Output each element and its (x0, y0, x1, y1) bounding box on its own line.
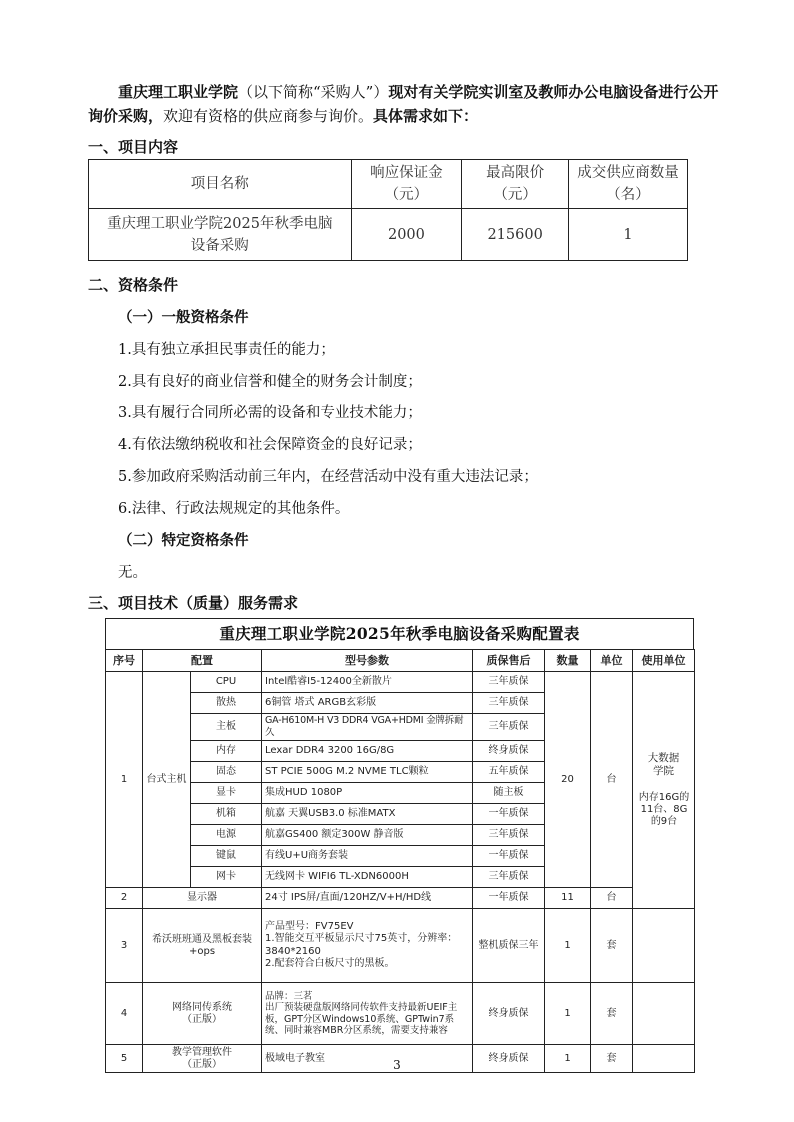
part-name: 机箱 (191, 804, 262, 825)
intro-bold-b: 现对有关学院实训室及教师办公电脑设备进行公开询价采购， (88, 83, 719, 125)
row-warranty: 终身质保 (473, 983, 545, 1045)
project-header-deposit (351, 160, 462, 209)
part-name: 键鼠 (191, 846, 262, 867)
row-warranty: 一年质保 (473, 888, 545, 909)
part-warranty: 一年质保 (473, 846, 545, 867)
part-spec: 航嘉 天翼USB3.0 标准MATX (262, 804, 473, 825)
part-name: 固态 (191, 762, 262, 783)
qualification-item-2: 2.具有良好的商业信誉和健全的财务会计制度； (118, 374, 422, 390)
table-row (106, 888, 695, 909)
part-name: 显卡 (191, 783, 262, 804)
project-supplier-count-cell: 1 (568, 209, 687, 261)
part-warranty: 三年质保 (473, 825, 545, 846)
row-unit: 台 (591, 888, 633, 909)
row-spec: 产品型号：FV75EV 1.智能交互平板显示尺寸75英寸，分辨率：3840*2160 2.配套符合白板尺寸的黑板。 (262, 909, 473, 983)
part-spec: 航嘉GS400 额定300W 静音版 (262, 825, 473, 846)
section2-heading: 二、资格条件 (88, 276, 179, 294)
row-no: 2 (106, 888, 143, 909)
row-qty: 1 (545, 1045, 591, 1073)
row-spec: 24寸 IPS屏/直面/120HZ/V+H/HD线 (262, 888, 473, 909)
row-unit: 套 (591, 983, 633, 1045)
part-name: 内存 (191, 741, 262, 762)
row-name: 显示器 (143, 888, 262, 909)
part-name: 电源 (191, 825, 262, 846)
part-name: 网卡 (191, 867, 262, 888)
project-max-price-cell: 215600 (462, 209, 569, 261)
part-spec: Intel酷睿I5-12400全新散片 (262, 672, 473, 693)
part-warranty: 三年质保 (473, 672, 545, 693)
header-config: 配置 (143, 650, 262, 672)
section3-heading: 三、项目技术（质量）服务需求 (88, 594, 299, 612)
project-deposit-cell: 2000 (351, 209, 462, 261)
header-spec: 型号参数 (262, 650, 473, 672)
intro-bold-c: 具体需求如下： (373, 107, 479, 125)
section1-heading: 一、项目内容 (88, 138, 179, 156)
row-user-unit-empty (633, 983, 695, 1045)
header-warranty: 质保售后 (473, 650, 545, 672)
host-no: 1 (106, 672, 143, 888)
part-name: 散热 (191, 693, 262, 714)
row-warranty: 整机质保三年 (473, 909, 545, 983)
intro-normal-a: （以下简称“采购人”） (238, 83, 389, 101)
project-header-supplier-count (568, 160, 687, 209)
user-unit-cell (633, 672, 695, 909)
part-spec: 集成HUD 1080P (262, 783, 473, 804)
config-table-wrapper (105, 618, 694, 1073)
header-unit: 单位 (591, 650, 633, 672)
part-warranty: 一年质保 (473, 804, 545, 825)
row-name-text: 希沃班班通及黑板套装+ops (152, 933, 252, 957)
user-unit-note: 内存16G的11台、8G的9台 (638, 792, 690, 827)
row-spec: 品牌：三茗 出厂预装硬盘版网络同传软件支持最新UEIF主板，GPT分区Windows10系统、GPTwin7系统、同时兼容MBR分区系统，需要支持兼容 (262, 983, 473, 1045)
row-qty: 11 (545, 888, 591, 909)
part-warranty: 随主板 (473, 783, 545, 804)
project-header-max-price-text: 最高限价（元） (486, 165, 545, 203)
general-qualification-heading: （一）一般资格条件 (118, 310, 249, 326)
part-warranty: 三年质保 (473, 714, 545, 741)
table-row (106, 983, 695, 1045)
qualification-item-4: 4.有依法缴纳税收和社会保障资金的良好记录； (118, 437, 422, 453)
part-name: 主板 (191, 714, 262, 741)
row-no: 4 (106, 983, 143, 1045)
row-qty: 1 (545, 983, 591, 1045)
project-name-cell (89, 209, 352, 261)
part-spec: 无线网卡 WIFI6 TL-XDN6000H (262, 867, 473, 888)
row-name: 教学管理软件 （正版） (143, 1045, 262, 1073)
header-no: 序号 (106, 650, 143, 672)
part-spec: 有线U+U商务套装 (262, 846, 473, 867)
row-unit: 套 (591, 1045, 633, 1073)
special-qualification-heading: （二）特定资格条件 (118, 533, 249, 549)
project-header-supplier-count-text: 成交供应商数量（名） (577, 165, 679, 203)
part-warranty: 终身质保 (473, 741, 545, 762)
host-qty: 20 (545, 672, 591, 888)
project-header-name: 项目名称 (89, 160, 352, 209)
row-name (143, 909, 262, 983)
project-header-deposit-text: 响应保证金（元） (370, 165, 443, 203)
part-warranty: 三年质保 (473, 867, 545, 888)
intro-bold-a: 重庆理工职业学院 (118, 83, 239, 101)
part-name: CPU (191, 672, 262, 693)
config-table (105, 649, 695, 1073)
project-name-text: 重庆理工职业学院2025年秋季电脑设备采购 (107, 215, 333, 254)
row-qty: 1 (545, 909, 591, 983)
user-unit-name: 大数据学院 (647, 752, 680, 777)
row-name: 网络同传系统 （正版） (143, 983, 262, 1045)
project-table (88, 159, 688, 261)
part-spec: Lexar DDR4 3200 16G/8G (262, 741, 473, 762)
row-warranty: 终身质保 (473, 1045, 545, 1073)
intro-paragraph (88, 80, 728, 128)
row-no: 3 (106, 909, 143, 983)
page-number: 3 (393, 1058, 401, 1072)
intro-normal-b: 欢迎有资格的供应商参与询价。 (163, 107, 374, 125)
table-row (106, 672, 695, 693)
qualification-item-3: 3.具有履行合同所必需的设备和专业技术能力； (118, 405, 422, 421)
row-no: 5 (106, 1045, 143, 1073)
part-warranty: 五年质保 (473, 762, 545, 783)
host-unit: 台 (591, 672, 633, 888)
header-qty: 数量 (545, 650, 591, 672)
part-spec: 6铜管 塔式 ARGB玄彩版 (262, 693, 473, 714)
qualification-item-1: 1.具有独立承担民事责任的能力； (118, 342, 335, 358)
row-unit: 套 (591, 909, 633, 983)
project-table-row (89, 209, 688, 261)
part-warranty: 三年质保 (473, 693, 545, 714)
config-header-row (106, 650, 695, 672)
project-header-max-price (462, 160, 569, 209)
host-name: 台式主机 (143, 672, 191, 888)
project-table-header-row (89, 160, 688, 209)
config-table-title: 重庆理工职业学院2025年秋季电脑设备采购配置表 (105, 618, 694, 649)
special-qualification-none: 无。 (118, 565, 147, 581)
row-spec: 极域电子教室 (262, 1045, 473, 1073)
part-spec: GA-H610M-H V3 DDR4 VGA+HDMI 金牌拆耐久 (262, 714, 473, 741)
row-user-unit-empty (633, 909, 695, 983)
part-spec: ST PCIE 500G M.2 NVME TLC颗粒 (262, 762, 473, 783)
header-user-unit: 使用单位 (633, 650, 695, 672)
qualification-item-6: 6.法律、行政法规规定的其他条件。 (118, 501, 350, 517)
table-row (106, 909, 695, 983)
qualification-item-5: 5.参加政府采购活动前三年内，在经营活动中没有重大违法记录； (118, 469, 538, 485)
